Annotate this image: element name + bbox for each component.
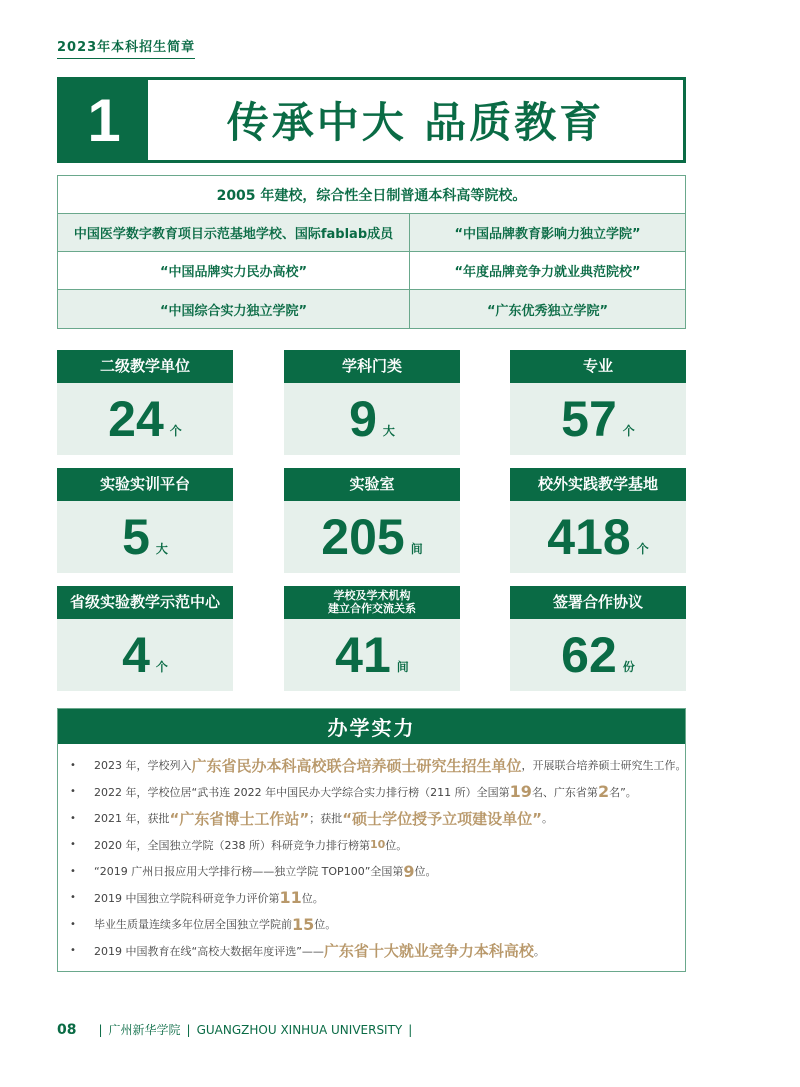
stat-value: 418 [547,509,631,565]
section-hero [57,77,686,163]
stat-card [510,468,686,573]
stat-card [57,350,233,455]
honor-item: 中国医学数字教育项目示范基地学校、国际fablab成员 [58,214,410,251]
stat-unit: 大 [382,423,395,438]
stat-value: 57 [561,391,617,447]
stat-label [284,586,460,619]
stat-card [284,468,460,573]
list-item: • 2023 年，学校列入 广东省民办本科高校联合培养硕士研究生招生单位 ，开展联合培养硕士研究生工作。 [70,752,673,779]
stat-unit: 个 [622,423,635,438]
list-item: • 2019 中国独立学院科研竞争力评价第 11 位。 [70,885,673,912]
stat-label: 签署合作协议 [510,586,686,619]
stat-label: 实验室 [284,468,460,501]
stat-value: 9 [349,391,377,447]
stat-card [510,350,686,455]
honor-item: “年度品牌竞争力就业典范院校” [454,265,641,280]
honors-row [58,252,685,290]
school-name-cn: 广州新华学院 [108,1023,181,1037]
footer-separator: | [186,1022,191,1037]
page-footer [57,1021,418,1038]
honor-item: “中国品牌教育影响力独立学院” [454,227,641,242]
stat-unit: 大 [155,541,168,556]
stat-unit: 个 [155,659,168,674]
stat-unit: 个 [636,541,649,556]
honor-item: “广东优秀独立学院” [486,303,609,319]
honors-summary: 2005 年建校，综合性全日制普通本科高等院校。 [58,176,685,214]
honor-item: “中国综合实力独立学院” [58,290,410,328]
stat-label: 专业 [510,350,686,383]
stat-label: 二级教学单位 [57,350,233,383]
stat-label-line: 建立合作交流关系 [328,601,416,615]
list-item: • 2021 年，获批 “广东省博士工作站” ；获批 “硕士学位授予立项建设单位” 。 [70,805,673,832]
stat-value: 205 [321,509,405,565]
stat-label: 省级实验教学示范中心 [57,586,233,619]
section-number: 1 [60,80,148,160]
stat-value: 41 [335,627,391,683]
honor-item: “中国品牌实力民办高校” [58,252,410,289]
footer-separator: | [408,1022,413,1037]
brochure-label: 2023年本科招生简章 [57,36,195,59]
footer-separator: | [98,1022,103,1037]
school-name-en: GUANGZHOU XINHUA UNIVERSITY [196,1022,403,1037]
strength-panel [57,708,686,972]
honors-table [57,175,686,329]
stat-label-line: 学校及学术机构 [333,589,411,603]
page-number: 08 [57,1021,77,1038]
honors-row [58,214,685,252]
list-item: • 毕业生质量连续多年位居全国独立学院前 15 位。 [70,911,673,938]
stat-unit: 间 [410,541,423,556]
stat-card [57,586,233,691]
honors-row [58,290,685,328]
list-item: • 2020 年，全国独立学院（238 所）科研竞争力排行榜第 10 位。 [70,832,673,859]
stat-value: 24 [108,391,164,447]
stat-value: 62 [561,627,617,683]
stat-label: 实验实训平台 [57,468,233,501]
stat-unit: 个 [169,423,182,438]
list-item: • 2019 中国教育在线“高校大数据年度评选”—— 广东省十大就业竞争力本科高校 。 [70,938,673,965]
stat-card [57,468,233,573]
stat-value: 4 [122,627,150,683]
section-title: 传承中大 品质教育 [226,98,605,147]
stat-card [284,350,460,455]
stat-label: 学科门类 [284,350,460,383]
stat-unit: 份 [622,659,635,674]
stat-value: 5 [122,509,150,565]
stat-card [284,586,460,691]
stat-card [510,586,686,691]
stat-unit: 间 [396,659,409,674]
strength-title: 办学实力 [58,709,685,744]
list-item: • “2019 广州日报应用大学排行榜——独立学院 TOP100”全国第 9 位。 [70,858,673,885]
stat-label: 校外实践教学基地 [510,468,686,501]
list-item: • 2022 年，学校位居“武书连 2022 年中国民办大学综合实力排行榜（211 所）全国第 19 名、广东省第 2 名”。 [70,779,673,806]
strength-list [58,744,685,964]
